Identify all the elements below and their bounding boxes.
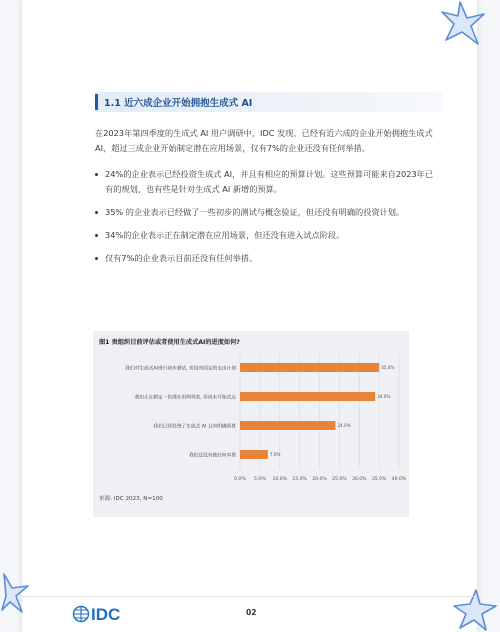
data-label: 35.0% [381, 365, 395, 371]
bar [240, 363, 379, 372]
bullet-dot-icon [95, 234, 98, 237]
data-label: 34.0% [377, 394, 391, 400]
footer-divider [22, 596, 477, 597]
list-item-text: 仅有7%的企业表示目前还没有任何举措。 [105, 253, 258, 263]
list-item [95, 205, 441, 220]
bar-chart [93, 331, 409, 491]
x-tick-label: 40.0% [391, 477, 407, 482]
intro-paragraph: 在2023年第四季度的生成式 AI 用户调研中，IDC 发现，已经有近六成的企业开始拥抱生成式 AI，超过三成企业开始制定潜在应用场景，仅有7%的企业还没有任何举措。 [95, 128, 433, 153]
list-item-text: 35% 的企业表示已经做了一些初步的测试与概念验证，但还没有明确的投资计划。 [105, 207, 405, 217]
page-number: 02 [246, 608, 257, 617]
idc-logo [72, 603, 142, 625]
bar [240, 392, 375, 401]
globe-icon [74, 607, 89, 622]
x-tick-label: 0.0% [234, 477, 246, 482]
category-label: 我们对生成式AI进行初步测试, 但没有固定的支出计划 [125, 366, 236, 372]
data-label: 24.0% [337, 423, 351, 429]
decorative-star-icon [450, 586, 500, 632]
list-item [95, 228, 441, 243]
list-item-text: 24%的企业表示已经投资生成式 AI，并且有相应的预算计划。这些预算可能来自2023年已有的规划，也有些是针对生成式 AI 新增的预算。 [105, 169, 434, 194]
list-item [95, 251, 441, 266]
x-tick-label: 20.0% [312, 477, 327, 482]
x-tick-label: 15.0% [292, 477, 307, 482]
x-tick-label: 5.0% [254, 477, 266, 482]
category-label: 我们还没有做任何举措 [189, 453, 236, 459]
category-label: 我们正在制定一份潜在用例列表, 但尚未开始试点 [134, 395, 236, 401]
section-heading [95, 92, 442, 112]
bar [240, 421, 335, 430]
figure-title: 图1 贵组织目前评估或者使用生成式AI的进度如何? [99, 339, 240, 346]
idc-logo-text: IDC [91, 605, 121, 624]
figure-source: 来源: IDC 2023, N=100 [99, 496, 163, 502]
bullet-dot-icon [95, 211, 98, 214]
x-tick-label: 10.0% [272, 477, 288, 482]
data-label: 7.0% [269, 452, 281, 458]
bar [240, 450, 268, 459]
bullet-dot-icon [95, 257, 98, 260]
bullet-dot-icon [95, 173, 98, 176]
decorative-star-icon [0, 568, 36, 618]
section-title: 1.1 近六成企业开始拥抱生成式 AI [104, 98, 253, 109]
x-tick-label: 25.0% [332, 477, 347, 482]
section-accent-bar [95, 94, 98, 110]
decorative-star-icon [440, 0, 500, 48]
figure-1 [93, 331, 409, 517]
list-item [95, 167, 441, 197]
x-tick-label: 30.0% [351, 477, 367, 482]
list-item-text: 34%的企业表示正在制定潜在应用场景，但还没有进入试点阶段。 [105, 230, 345, 240]
findings-list [95, 167, 441, 274]
x-tick-label: 35.0% [371, 477, 387, 482]
category-label: 我们已经投资了生成式 AI 且有明确预算 [153, 424, 236, 430]
